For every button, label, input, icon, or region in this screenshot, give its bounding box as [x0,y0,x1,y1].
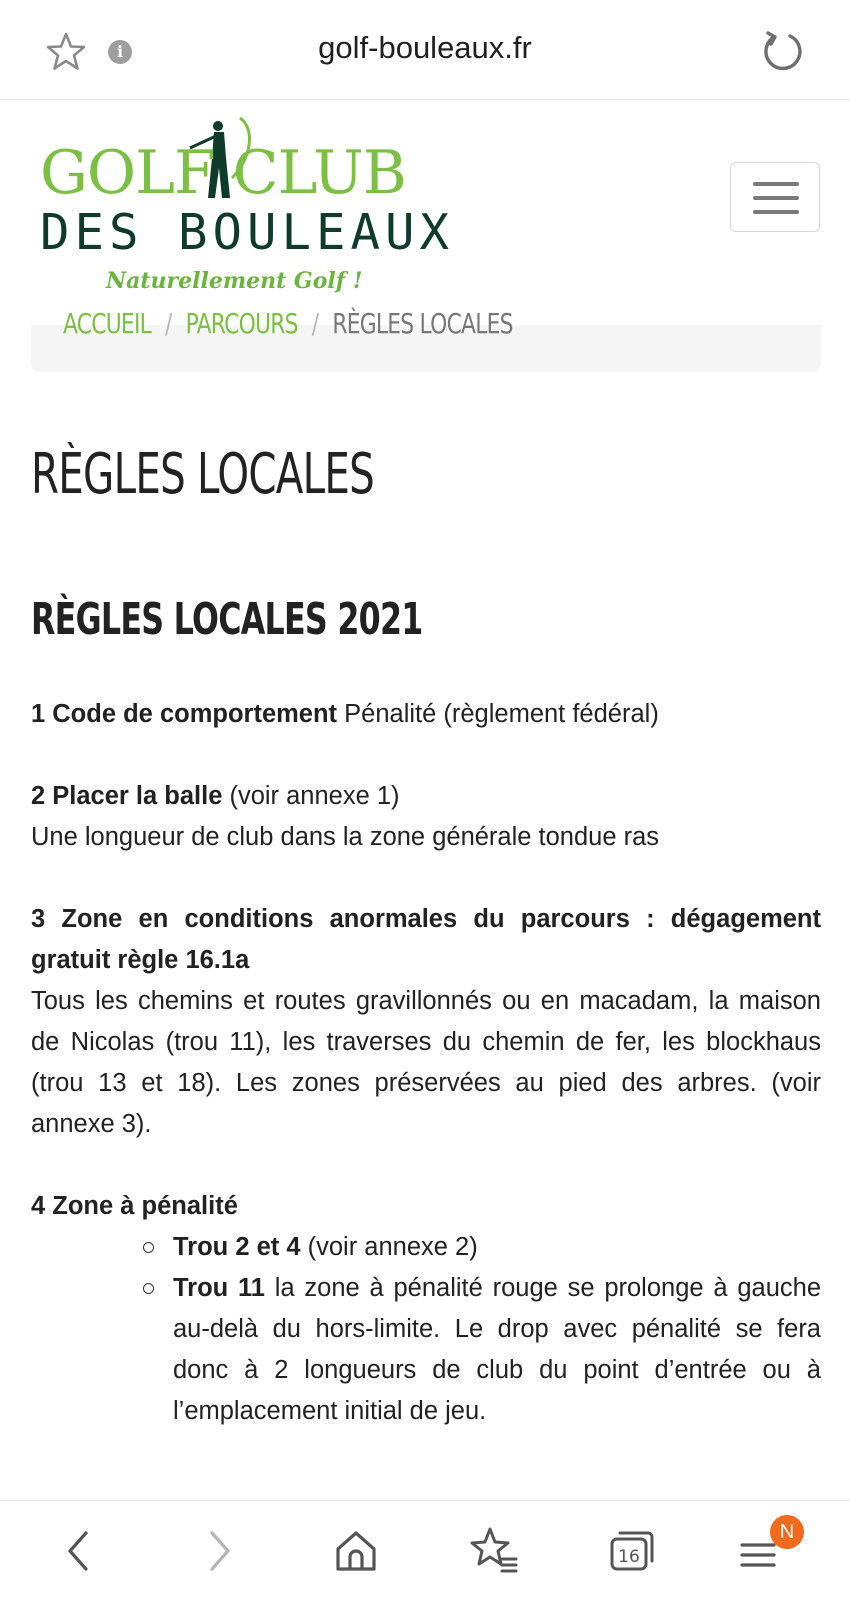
logo-golf-club-text: GOLF CLUB [40,138,406,208]
menu-bar-icon [753,182,799,186]
bookmark-star-icon[interactable] [44,30,88,74]
site-info-icon[interactable]: i [108,40,132,64]
page-title: RÈGLES LOCALES [31,442,375,507]
back-arrow-icon[interactable] [52,1523,108,1579]
tabs-icon[interactable] [604,1523,660,1579]
breadcrumb [31,307,821,372]
site-header [0,100,850,325]
rule-2-heading: 2 Placer la balle [31,782,223,810]
list-item-bold: Trou 11 [173,1274,265,1302]
menu-bar-icon [753,196,799,200]
rule-1 [31,694,821,735]
rule-4-heading [31,1186,821,1227]
rule-4-heading-text: 4 Zone à pénalité [31,1192,238,1220]
breadcrumb-parcours[interactable]: PARCOURS [185,307,298,340]
forward-arrow-icon[interactable] [190,1523,246,1579]
url-text[interactable]: golf-bouleaux.fr [318,30,532,65]
rule-4-list [143,1227,821,1432]
rule-1-text: Pénalité (règlement fédéral) [337,700,659,728]
rule-2 [31,776,821,817]
rule-2-text: Une longueur de club dans la zone générale tondue ras [31,823,660,851]
rule-3-heading [31,899,821,981]
tab-count-text: 16 [618,1547,640,1567]
reload-icon[interactable] [760,28,806,74]
list-item [143,1268,821,1432]
breadcrumb-separator: / [165,307,172,340]
rule-3-text: Tous les chemins et routes gravillonnés ou en macadam, la maison de Nicolas (trou 11), les traverses du chemin de fer, les blockhaus (trou 13 et 18). Les zones préservées au pied des arbres. (voir annexe 3). [31,987,821,1138]
bookmarks-icon[interactable] [466,1523,522,1579]
rule-2-ref: (voir annexe 1) [222,782,400,810]
breadcrumb-current: RÈGLES LOCALES [332,307,513,340]
browser-address-bar [0,0,850,100]
browser-bottom-bar [0,1500,850,1600]
logo-des-bouleaux-text: DES BOULEAUX [40,204,455,261]
menu-bar-icon [753,210,799,214]
logo-tagline: Naturellement Golf ! [106,268,363,294]
rule-3-heading-text: 3 Zone en conditions anormales du parcours : dégagement gratuit règle 16.1a [31,905,821,974]
golf-club-logo[interactable] [40,108,455,298]
breadcrumb-accueil[interactable]: ACCUEIL [63,307,151,340]
section-title: RÈGLES LOCALES 2021 [31,594,423,645]
rule-1-heading: 1 Code de comportement [31,700,338,728]
list-item-text: (voir annexe 2) [300,1233,478,1261]
hamburger-menu-button[interactable] [730,162,820,232]
list-item-bold: Trou 2 et 4 [173,1233,301,1261]
home-icon[interactable] [328,1523,384,1579]
list-item-text: la zone à pénalité rouge se prolonge à gauche au-delà du hors-limite. Le drop avec pénalité se fera donc à 2 longueurs de club du point d’entrée ou à l’emplacement initial de jeu. [173,1274,821,1425]
notification-badge: N [770,1515,804,1549]
breadcrumb-separator: / [311,307,319,340]
rules-body [31,694,821,1432]
list-item [143,1227,821,1268]
